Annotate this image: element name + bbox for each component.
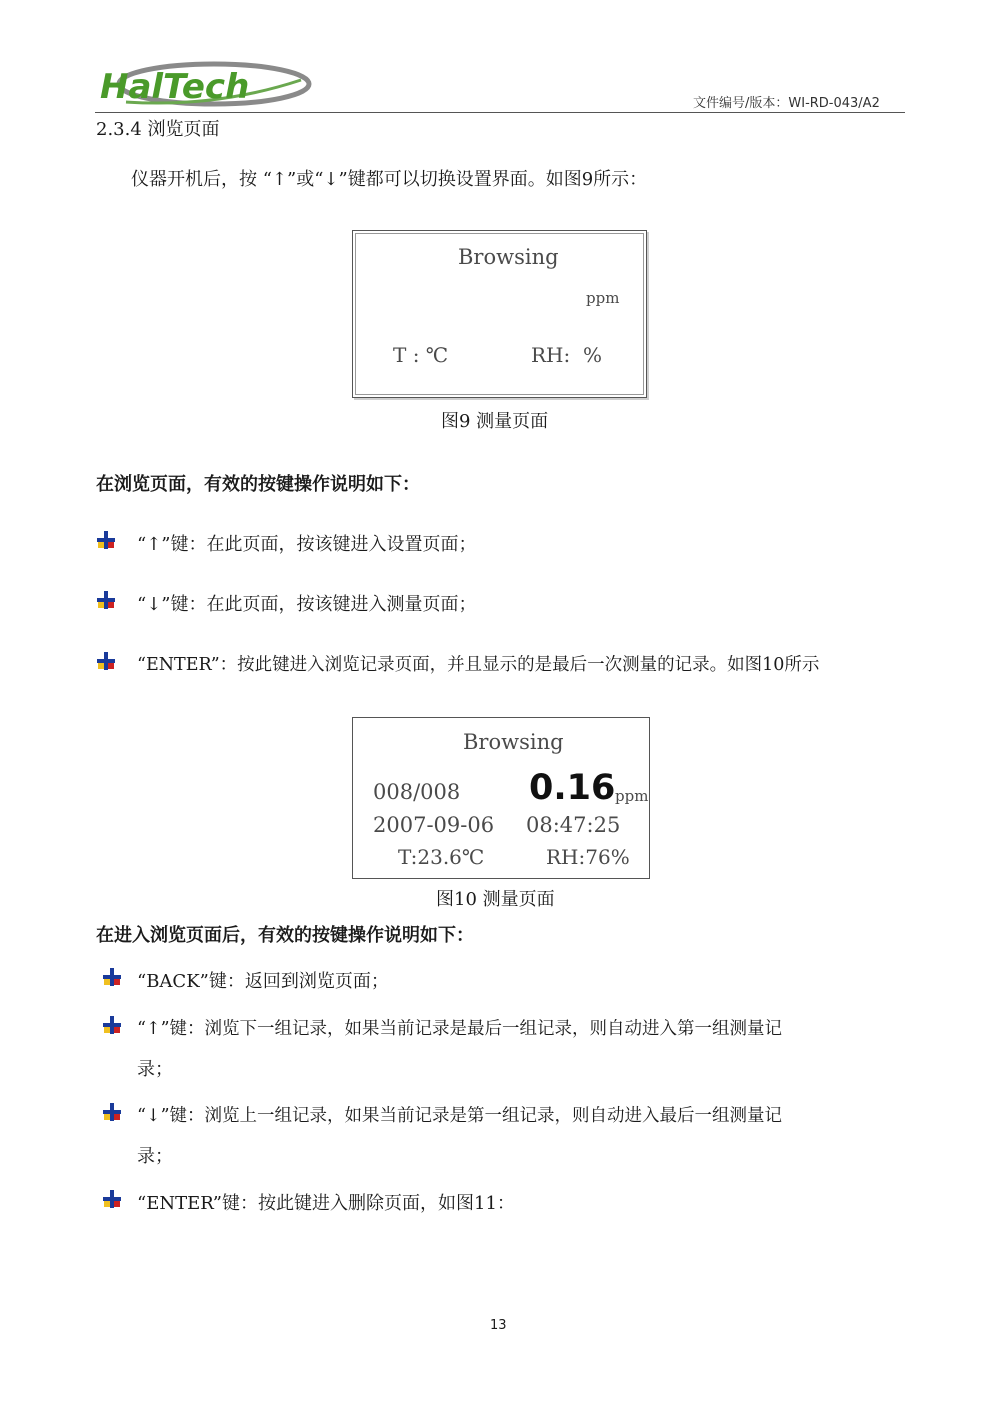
figure10-date: 2007-09-06: [373, 813, 495, 837]
bullet-icon: [96, 590, 116, 610]
header-divider: [95, 112, 905, 113]
record-key-down-continuation: 录；: [137, 1146, 173, 1167]
record-key-back: “BACK”键：返回到浏览页面；: [137, 971, 389, 992]
figure9-temperature-label: T : ℃: [393, 343, 449, 367]
figure10-caption: 图10 测量页面: [436, 889, 555, 910]
browse-keys-heading: 在浏览页面，有效的按键操作说明如下：: [96, 474, 420, 495]
figure10-record-counter: 008/008: [373, 780, 461, 804]
browse-key-up: “↑”键：在此页面，按该键进入设置页面；: [137, 534, 477, 555]
figure10-humidity: RH:76%: [546, 845, 630, 869]
figure10-unit: ppm: [615, 787, 649, 805]
bullet-icon: [102, 1015, 122, 1035]
figure10-time: 08:47:25: [526, 813, 621, 837]
bullet-icon: [102, 1189, 122, 1209]
section-title: 2.3.4 浏览页面: [96, 119, 220, 140]
figure10-temperature: T:23.6℃: [398, 845, 485, 869]
bullet-icon: [96, 651, 116, 671]
record-keys-heading: 在进入浏览页面后，有效的按键操作说明如下：: [96, 925, 474, 946]
record-key-up-continuation: 录；: [137, 1059, 173, 1080]
figure9-caption: 图9 测量页面: [441, 411, 549, 432]
figure9-unit: ppm: [586, 289, 620, 307]
figure9-humidity-label: RH: %: [531, 343, 602, 367]
browse-key-enter: “ENTER”：按此键进入浏览记录页面，并且显示的是最后一次测量的记录。如图10所示: [137, 655, 820, 675]
svg-text:HalTech: HalTech: [100, 67, 250, 107]
intro-paragraph: 仪器开机后，按 “↑”或“↓”键都可以切换设置界面。如图9所示：: [131, 169, 648, 190]
haltech-logo: [96, 58, 312, 110]
bullet-icon: [102, 967, 122, 987]
document-id: 文件编号/版本：WI-RD-043/A2: [693, 96, 880, 111]
page-number: 13: [490, 1318, 507, 1333]
bullet-icon: [102, 1102, 122, 1122]
record-key-down: “↓”键：浏览上一组记录，如果当前记录是第一组记录，则自动进入最后一组测量记: [137, 1106, 783, 1126]
figure9-screen: [352, 230, 647, 398]
record-key-enter: “ENTER”键：按此键进入删除页面，如图11：: [137, 1193, 515, 1214]
figure10-screen: [352, 717, 650, 879]
figure10-screen-title: Browsing: [463, 730, 564, 754]
figure9-screen-title: Browsing: [458, 245, 559, 269]
bullet-icon: [96, 530, 116, 550]
browse-key-down: “↓”键：在此页面，按该键进入测量页面；: [137, 594, 477, 615]
record-key-up: “↑”键：浏览下一组记录，如果当前记录是最后一组记录，则自动进入第一组测量记: [137, 1019, 783, 1039]
figure10-reading-value: 0.16: [529, 768, 616, 808]
